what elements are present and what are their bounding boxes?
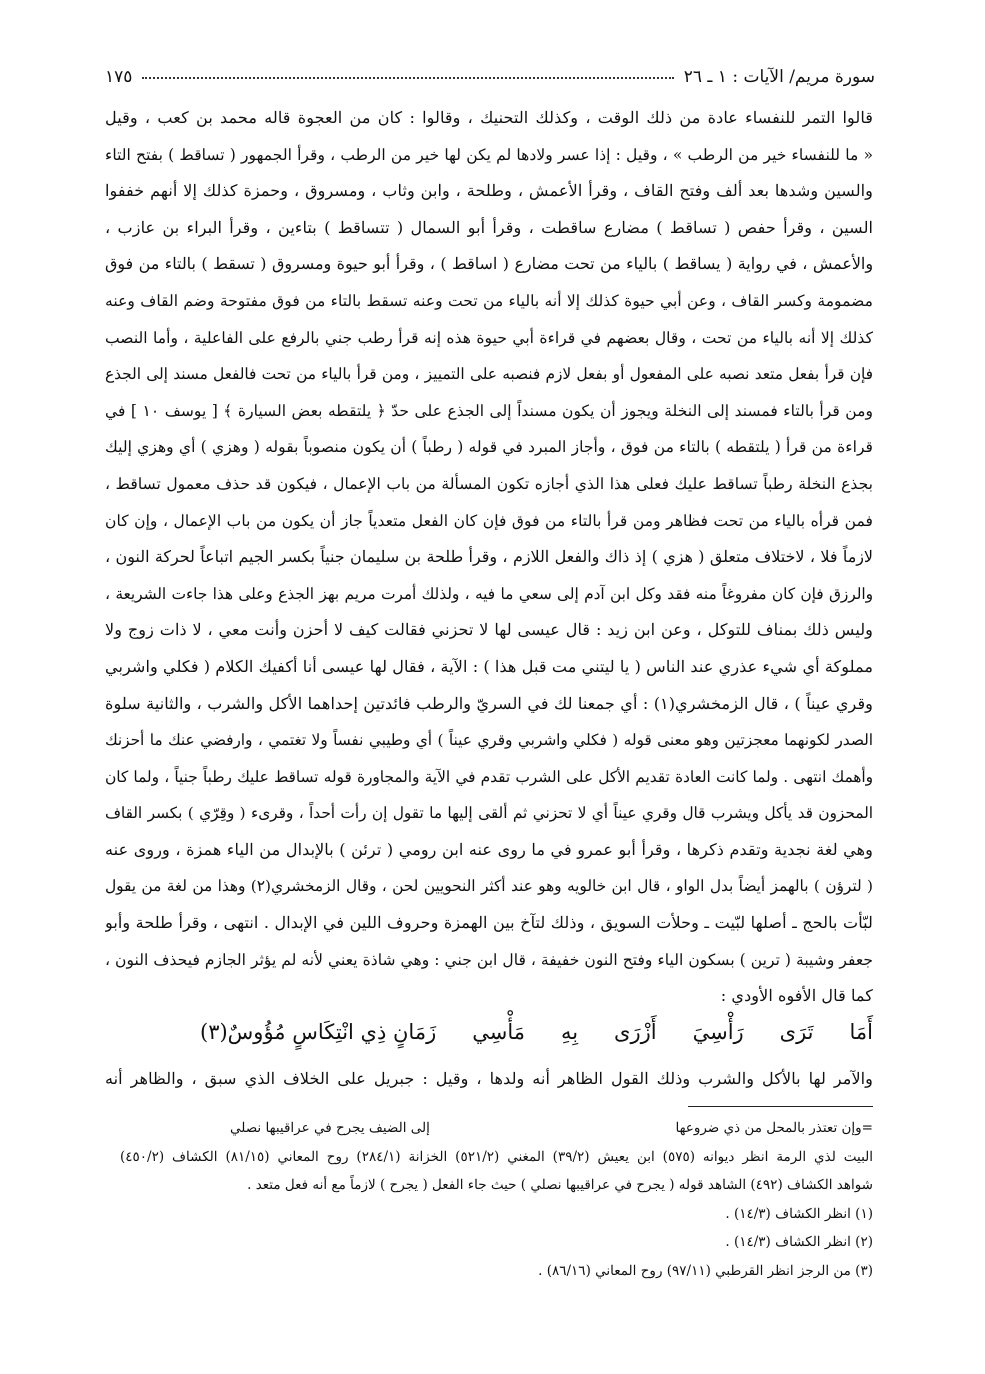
text-line: فإن قرأ بفعل متعد نصبه على المفعول أو بفعل لازم فنصبه على التمييز ، ومن قرأ بالياء من تحت فالفعل مسند إلى الجذع [105, 365, 873, 384]
footnote-2: (٢) انظر الكشاف (١٤/٣) . [725, 1234, 873, 1250]
text-line: وقري عيناً ) ، قال الزمخشري(١) : أي جمعنا لك في السريّ والرطب فائدتين إحداهما الأكل والشرب ، والثانية سلوة [105, 693, 873, 713]
verse-word: مَأْسِي [472, 1020, 525, 1044]
text-line: قالوا التمر للنفساء عادة من ذلك الوقت ، وكذلك التحنيك ، وقالوا : كان من العجوة قاله محمد بن كعب ، وقيل [105, 108, 873, 127]
text-line: السين ، وقرأ حفص ( تساقط ) مضارع ساقطت ، وقرأ أبو السمال ( تتساقط ) بتاءين ، وقرأ البراء بن عازب ، [105, 217, 873, 237]
poem-hemistich-right: =وإن تعتذر بالمحل من ذي ضروعها [675, 1120, 873, 1136]
text-line: كذلك إلا أنه بالياء من تحت ، وقال بعضهم في قراءة أبي حيوة هذه إنه قرأ رطب جني بالرفع على الفاعلية ، وأما النصب [105, 328, 873, 347]
footnotes [120, 1114, 873, 1285]
text-line: والرزق فإن كان مفروغاً منه فقد وكل ابن آدم إلى سعي ما فيه ، ولذلك أمرت مريم بهز الجذع وعلى هذا جاءت الشريعة ، [105, 584, 873, 603]
main-text-continued [105, 1061, 873, 1098]
page-number: ١٧٥ [105, 67, 133, 87]
text-line: مضمومة وكسر القاف ، وعن أبي حيوة كذلك إلا أنه بالياء من تحت وعنه تسقط بالتاء من فوق مفتوحة وضم القاف وعنه [105, 291, 873, 310]
main-text [105, 100, 873, 1015]
footnote-source: شواهد الكشاف (٤٩٢) الشاهد قوله ( يجرح في عراقيبها نصلي ) حيث جاء الفعل ( يجرح ) لازماً مع أنه فعل متعد . [247, 1177, 873, 1193]
text-line: والآمر لها بالأكل والشرب وذلك القول الظاهر أنه ولدها ، وقيل : جبريل على الخلاف الذي سبق ، والظاهر أنه [105, 1069, 873, 1088]
text-line: والسين وشدها بعد ألف وفتح القاف ، وقرأ الأعمش ، وطلحة ، وابن وثاب ، ومسروق ، وحمزة كذلك إلا أنهم خففوا [105, 181, 873, 201]
verse-word: تَرَى [779, 1020, 814, 1044]
text-line: قراءة من قرأ ( يلتقطه ) بالتاء من فوق ، وأجاز المبرد في قوله ( رطباً ) أن يكون منصوباً بقوله ( وهزي ) أي وهزي إليك [105, 438, 873, 457]
text-line: وهي لغة نجدية وتقدم ذكرها ، وقرأ أبو عمرو في ما روى عنه ابن رومي ( ترئن ) بالإبدال من الياء همزة ، وروى عنه [105, 839, 873, 859]
header-dot-leader [142, 76, 673, 79]
footnote-source: البيت لذي الرمة انظر ديوانه (٥٧٥) ابن يعيش (٣٩/٢) المغني (٥٢١/٢) الخزانة (٢٨٤/١) روح المعاني (٨١/١٥) الكشاف (٤٥٠/٢) [120, 1148, 873, 1165]
text-line: كما قال الأفوه الأودي : [720, 986, 873, 1006]
verse-word: أَزْرَى [614, 1020, 657, 1044]
verse-word: رَأْسِيَ [692, 1020, 744, 1044]
running-title: سورة مريم/ الآيات : ١ ـ ٢٦ [683, 67, 875, 87]
text-line: بجذع النخلة رطباً تساقط عليك فعلى هذا الذي أجازه تكون المسألة من باب الإعمال ، فيكون قد حذف معمول تساقط ، [105, 474, 873, 493]
text-line: ( لترؤن ) بالهمز أيضاً بدل الواو ، قال ابن خالويه وهو عند أكثر النحويين لحن ، وقال الزمخشري(٢) وهذا من لغة من يقول [105, 877, 873, 896]
text-line: وليس ذلك بمناف للتوكل ، وعن ابن زيد : قال عيسى لها لا تحزني فقالت كيف لا أحزن وأنت معي ، لا ذات زوج ولا [105, 620, 873, 640]
text-line: جعفر وشيبة ( ترين ) بسكون الياء وفتح النون خفيفة ، قال ابن جني : وهي شاذة يعني لأنه لم يؤثر الجازم فيحذف النون ، [105, 950, 873, 969]
text-line: لبّأت بالحج ـ أصلها لبّيت ـ وحلأت السويق ، وذلك لتآخ بين الهمزة وحروف اللين في الإبدال . انتهى ، وقرأ طلحة وأبو [105, 913, 873, 933]
text-line: مملوكة أي شيء عذري عند الناس ( يا ليتني مت قبل هذا ) : الآية ، فقال لها عيسى أنا أكفيك الكلام ( فكلي واشربي [105, 656, 873, 676]
text-line: « ما للنفساء خير من الرطب » ، وقيل : إذا عسر ولادها لم يكن لها خير من الرطب ، وقرأ الجمهور ( تساقط ) بفتح التاء [105, 145, 873, 164]
text-line: والأعمش ، في رواية ( يساقط ) بالياء من تحت مضارع ( اساقط ) ، وقرأ أبو حيوة ومسروق ( تسقط ) بالتاء من فوق [105, 254, 873, 274]
footnote-separator [688, 1106, 873, 1107]
footnote-3: (٣) من الرجز انظر القرطبي (٩٧/١١) روح المعاني (٨٦/١٦) . [538, 1262, 873, 1279]
verse-word: زَمَانٍ ذِي انْتِكَاسٍ مُؤُوسٌ(٣) [200, 1020, 437, 1044]
text-line: لازماً فلا ، لاختلاف متعلق ( هزي ) إذ ذاك والفعل اللازم ، وقرأ طلحة بن سليمان جنياً بكسر الجيم اتباعاً لحركة النون ، [105, 547, 873, 567]
text-line: المحزون قد يأكل ويشرب قال وقري عيناً أي لا تحزني ثم ألقى إليها ما تقول إن رأت أحداً ، وقرىء ( وقِرّي ) بكسر القاف [105, 804, 873, 823]
text-line: الصدر لكونهما معجزتين وهو معنى قوله ( فكلي واشربي وقري عيناً ) أي وطيبي نفساً ولا تغتمي ، وارفضي عنك ما أحزنك [105, 731, 873, 750]
footnote-1: (١) انظر الكشاف (١٤/٣) . [725, 1205, 873, 1222]
text-line: ومن قرأ بالتاء فمسند إلى النخلة ويجوز أن يكون مسنداً إلى الجذع على حدّ ﴿ يلتقطه بعض السيارة ﴾ [ يوسف ١٠ ] في [105, 401, 873, 420]
verse-word: بِهِ [560, 1020, 579, 1044]
page-header [105, 62, 875, 92]
poem-hemistich-left: إلى الضيف يجرح في عراقيبها نصلي [230, 1120, 430, 1136]
footnote-poem-line [120, 1114, 873, 1143]
verse-word: أَمَا [849, 1020, 873, 1044]
poetry-verse [200, 1010, 873, 1054]
text-line: فمن قرأه بالياء من تحت فظاهر ومن قرأ بالتاء من فوق فإن كان الفعل متعدياً جاز أن يكون من باب الإعمال ، وإن كان [105, 511, 873, 530]
text-line: وأهمك انتهى . ولما كانت العادة تقديم الأكل على الشرب تقدم في الآية والمجاورة قوله تساقط عليك رطباً جنياً ، ولما كان [105, 767, 873, 786]
